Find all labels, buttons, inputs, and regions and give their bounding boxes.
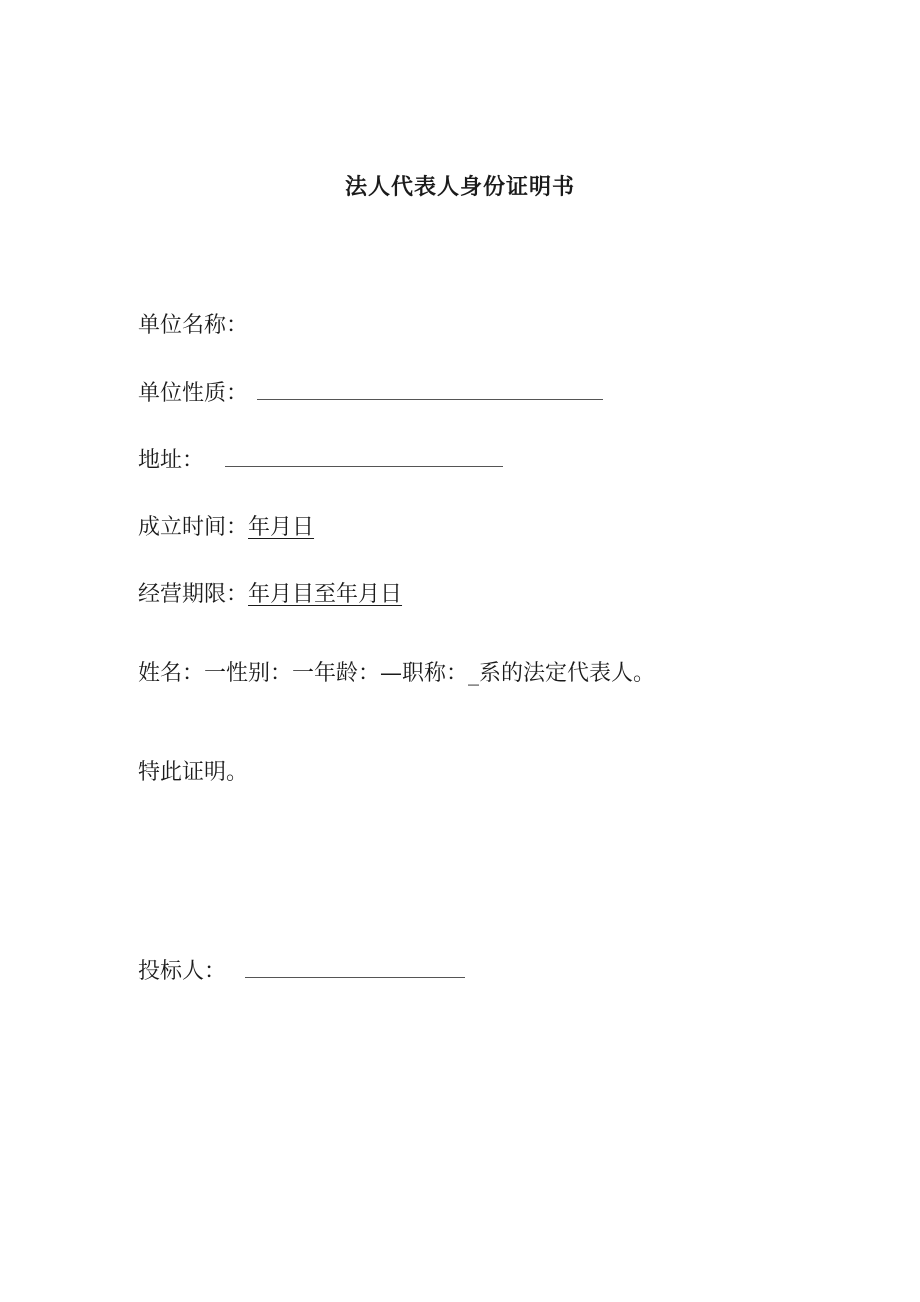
address-label: 地址： bbox=[138, 448, 205, 473]
closing-text: 特此证明。 bbox=[138, 760, 249, 785]
established-row bbox=[138, 512, 314, 544]
unit-nature-row bbox=[138, 378, 603, 410]
unit-name-label: 单位名称： bbox=[138, 313, 249, 338]
identity-row bbox=[138, 658, 655, 690]
address-blank bbox=[225, 446, 503, 467]
term-value: 年月目至年月日 bbox=[248, 582, 403, 607]
bidder-label: 投标人： bbox=[138, 959, 227, 984]
identity-text: 姓名：一性别：一年龄：—职称：_系的法定代表人。 bbox=[138, 661, 656, 686]
established-label: 成立时间： bbox=[138, 515, 249, 540]
bidder-blank bbox=[245, 957, 465, 978]
address-row bbox=[138, 445, 503, 477]
closing-row bbox=[138, 757, 248, 789]
unit-name-row bbox=[138, 310, 248, 342]
bidder-row bbox=[138, 956, 465, 988]
established-value: 年月日 bbox=[248, 515, 315, 540]
term-label: 经营期限： bbox=[138, 582, 249, 607]
unit-nature-label: 单位性质： bbox=[138, 381, 249, 406]
document-title: 法人代表人身份证明书 bbox=[344, 174, 575, 200]
term-row bbox=[138, 579, 402, 611]
unit-nature-blank bbox=[257, 379, 603, 400]
